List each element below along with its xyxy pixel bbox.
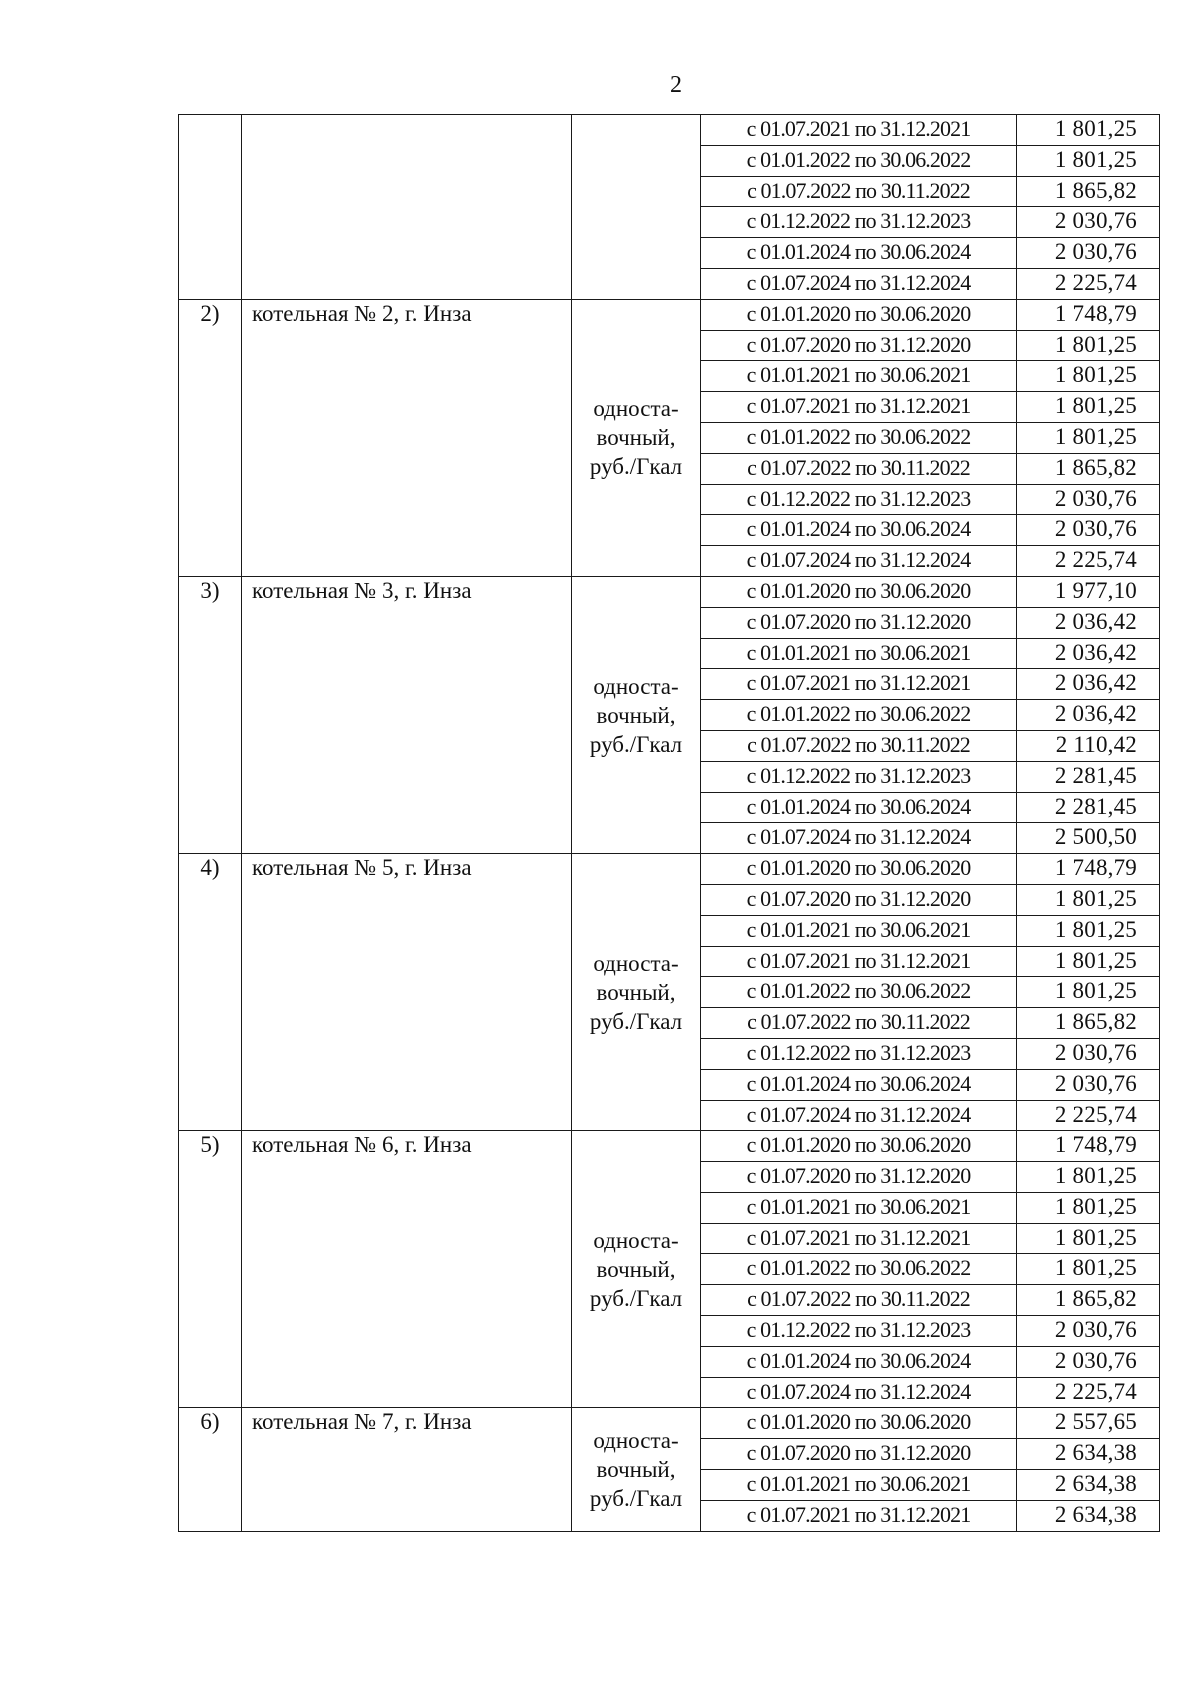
tariff-value-cell: 1 865,82	[1017, 1008, 1160, 1039]
period-cell: с 01.01.2021 по 30.06.2021	[701, 915, 1017, 946]
period-cell: с 01.07.2022 по 30.11.2022	[701, 453, 1017, 484]
tariff-value-cell: 2 030,76	[1017, 1346, 1160, 1377]
page-number: 2	[670, 72, 682, 98]
period-cell: с 01.07.2022 по 30.11.2022	[701, 1008, 1017, 1039]
table-row	[179, 115, 1160, 146]
period-cell: с 01.01.2024 по 30.06.2024	[701, 1346, 1017, 1377]
period-cell: с 01.01.2021 по 30.06.2021	[701, 1470, 1017, 1501]
period-cell: с 01.01.2022 по 30.06.2022	[701, 700, 1017, 731]
tariff-value-cell: 1 801,25	[1017, 1162, 1160, 1193]
item-number	[179, 115, 242, 300]
period-cell: с 01.01.2024 по 30.06.2024	[701, 792, 1017, 823]
tariff-type-line: руб./Гкал	[589, 454, 683, 480]
boiler-house-name: котельная № 2, г. Инза	[242, 299, 572, 576]
tariff-value-cell: 1 977,10	[1017, 576, 1160, 607]
period-cell: с 01.01.2021 по 30.06.2021	[701, 1192, 1017, 1223]
period-cell: с 01.07.2024 по 31.12.2024	[701, 1100, 1017, 1131]
tariff-value-cell: 1 801,25	[1017, 392, 1160, 423]
period-cell: с 01.01.2022 по 30.06.2022	[701, 145, 1017, 176]
period-cell: с 01.01.2020 по 30.06.2020	[701, 854, 1017, 885]
period-cell: с 01.12.2022 по 31.12.2023	[701, 484, 1017, 515]
tariff-type	[572, 1131, 701, 1408]
tariff-value-cell: 1 865,82	[1017, 176, 1160, 207]
period-cell: с 01.01.2022 по 30.06.2022	[701, 977, 1017, 1008]
tariff-value-cell: 2 225,74	[1017, 546, 1160, 577]
tariff-value-cell: 2 225,74	[1017, 268, 1160, 299]
tariff-table-body	[179, 115, 1160, 1532]
boiler-house-name: котельная № 5, г. Инза	[242, 854, 572, 1131]
period-cell: с 01.01.2024 по 30.06.2024	[701, 515, 1017, 546]
tariff-type	[572, 115, 701, 300]
tariff-value-cell: 1 801,25	[1017, 422, 1160, 453]
period-cell: с 01.07.2020 по 31.12.2020	[701, 884, 1017, 915]
tariff-type-line: вочный,	[596, 1457, 676, 1483]
period-cell: с 01.01.2021 по 30.06.2021	[701, 638, 1017, 669]
table-row	[179, 1408, 1160, 1439]
table-row	[179, 1131, 1160, 1162]
period-cell: с 01.07.2021 по 31.12.2021	[701, 669, 1017, 700]
tariff-value-cell: 2 634,38	[1017, 1470, 1160, 1501]
tariff-type-line: вочный,	[596, 425, 676, 451]
boiler-house-name: котельная № 3, г. Инза	[242, 576, 572, 853]
tariff-value-cell: 1 801,25	[1017, 915, 1160, 946]
item-number: 4)	[179, 854, 242, 1131]
period-cell: с 01.12.2022 по 31.12.2023	[701, 207, 1017, 238]
tariff-type	[572, 299, 701, 576]
tariff-value-cell: 2 036,42	[1017, 700, 1160, 731]
period-cell: с 01.07.2020 по 31.12.2020	[701, 1162, 1017, 1193]
table-row	[179, 576, 1160, 607]
tariff-type-line: вочный,	[596, 1256, 676, 1282]
tariff-type	[572, 854, 701, 1131]
boiler-house-name	[242, 115, 572, 300]
tariff-type-line: односта-	[593, 1227, 679, 1253]
tariff-value-cell: 1 865,82	[1017, 453, 1160, 484]
period-cell: с 01.07.2024 по 31.12.2024	[701, 823, 1017, 854]
tariff-type-line: руб./Гкал	[589, 1285, 683, 1311]
tariff-value-cell: 2 030,76	[1017, 484, 1160, 515]
boiler-house-name: котельная № 7, г. Инза	[242, 1408, 572, 1531]
period-cell: с 01.07.2021 по 31.12.2021	[701, 1500, 1017, 1531]
period-cell: с 01.07.2021 по 31.12.2021	[701, 392, 1017, 423]
tariff-type-line: односта-	[593, 673, 679, 699]
tariff-type-line: односта-	[593, 1428, 679, 1454]
tariff-value-cell: 2 634,38	[1017, 1500, 1160, 1531]
tariff-value-cell: 2 036,42	[1017, 638, 1160, 669]
period-cell: с 01.01.2020 по 30.06.2020	[701, 1131, 1017, 1162]
tariff-type-line: руб./Гкал	[589, 731, 683, 757]
period-cell: с 01.07.2020 по 31.12.2020	[701, 607, 1017, 638]
tariff-value-cell: 1 801,25	[1017, 946, 1160, 977]
tariff-value-cell: 2 281,45	[1017, 761, 1160, 792]
tariff-value-cell: 2 225,74	[1017, 1377, 1160, 1408]
tariff-type-line: руб./Гкал	[589, 1486, 683, 1512]
tariff-value-cell: 1 748,79	[1017, 1131, 1160, 1162]
tariff-value-cell: 2 030,76	[1017, 238, 1160, 269]
period-cell: с 01.01.2024 по 30.06.2024	[701, 238, 1017, 269]
tariff-table	[178, 114, 1160, 1532]
item-number: 5)	[179, 1131, 242, 1408]
period-cell: с 01.12.2022 по 31.12.2023	[701, 1038, 1017, 1069]
period-cell: с 01.07.2021 по 31.12.2021	[701, 115, 1017, 146]
period-cell: с 01.01.2024 по 30.06.2024	[701, 1069, 1017, 1100]
period-cell: с 01.12.2022 по 31.12.2023	[701, 1316, 1017, 1347]
tariff-value-cell: 1 801,25	[1017, 977, 1160, 1008]
tariff-value-cell: 1 801,25	[1017, 884, 1160, 915]
tariff-type-line: односта-	[593, 950, 679, 976]
period-cell: с 01.07.2022 по 30.11.2022	[701, 176, 1017, 207]
tariff-value-cell: 2 281,45	[1017, 792, 1160, 823]
period-cell: с 01.01.2020 по 30.06.2020	[701, 299, 1017, 330]
tariff-value-cell: 1 748,79	[1017, 854, 1160, 885]
tariff-value-cell: 1 801,25	[1017, 115, 1160, 146]
tariff-value-cell: 2 225,74	[1017, 1100, 1160, 1131]
period-cell: с 01.01.2020 по 30.06.2020	[701, 576, 1017, 607]
item-number: 6)	[179, 1408, 242, 1531]
period-cell: с 01.07.2021 по 31.12.2021	[701, 1223, 1017, 1254]
tariff-value-cell: 2 634,38	[1017, 1439, 1160, 1470]
tariff-value-cell: 2 030,76	[1017, 207, 1160, 238]
period-cell: с 01.07.2020 по 31.12.2020	[701, 330, 1017, 361]
table-row	[179, 854, 1160, 885]
tariff-type-line: вочный,	[596, 702, 676, 728]
period-cell: с 01.01.2022 по 30.06.2022	[701, 1254, 1017, 1285]
item-number: 2)	[179, 299, 242, 576]
tariff-value-cell: 2 036,42	[1017, 669, 1160, 700]
period-cell: с 01.01.2022 по 30.06.2022	[701, 422, 1017, 453]
tariff-value-cell: 1 801,25	[1017, 145, 1160, 176]
tariff-value-cell: 2 557,65	[1017, 1408, 1160, 1439]
tariff-value-cell: 2 030,76	[1017, 515, 1160, 546]
tariff-value-cell: 2 110,42	[1017, 730, 1160, 761]
period-cell: с 01.12.2022 по 31.12.2023	[701, 761, 1017, 792]
period-cell: с 01.07.2022 по 30.11.2022	[701, 730, 1017, 761]
tariff-value-cell: 1 801,25	[1017, 330, 1160, 361]
table-row	[179, 299, 1160, 330]
tariff-value-cell: 2 030,76	[1017, 1069, 1160, 1100]
period-cell: с 01.07.2024 по 31.12.2024	[701, 1377, 1017, 1408]
period-cell: с 01.01.2020 по 30.06.2020	[701, 1408, 1017, 1439]
boiler-house-name: котельная № 6, г. Инза	[242, 1131, 572, 1408]
tariff-value-cell: 2 036,42	[1017, 607, 1160, 638]
tariff-value-cell: 1 801,25	[1017, 1223, 1160, 1254]
tariff-type	[572, 1408, 701, 1531]
tariff-value-cell: 1 748,79	[1017, 299, 1160, 330]
tariff-value-cell: 1 801,25	[1017, 1254, 1160, 1285]
tariff-value-cell: 2 030,76	[1017, 1316, 1160, 1347]
tariff-value-cell: 2 030,76	[1017, 1038, 1160, 1069]
period-cell: с 01.01.2021 по 30.06.2021	[701, 361, 1017, 392]
tariff-value-cell: 1 865,82	[1017, 1285, 1160, 1316]
period-cell: с 01.07.2021 по 31.12.2021	[701, 946, 1017, 977]
period-cell: с 01.07.2024 по 31.12.2024	[701, 546, 1017, 577]
tariff-type-line: односта-	[593, 396, 679, 422]
period-cell: с 01.07.2022 по 30.11.2022	[701, 1285, 1017, 1316]
tariff-type-line: руб./Гкал	[589, 1008, 683, 1034]
period-cell: с 01.07.2020 по 31.12.2020	[701, 1439, 1017, 1470]
period-cell: с 01.07.2024 по 31.12.2024	[701, 268, 1017, 299]
tariff-type	[572, 576, 701, 853]
item-number: 3)	[179, 576, 242, 853]
tariff-value-cell: 1 801,25	[1017, 361, 1160, 392]
tariff-type-line: вочный,	[596, 979, 676, 1005]
tariff-value-cell: 1 801,25	[1017, 1192, 1160, 1223]
tariff-value-cell: 2 500,50	[1017, 823, 1160, 854]
